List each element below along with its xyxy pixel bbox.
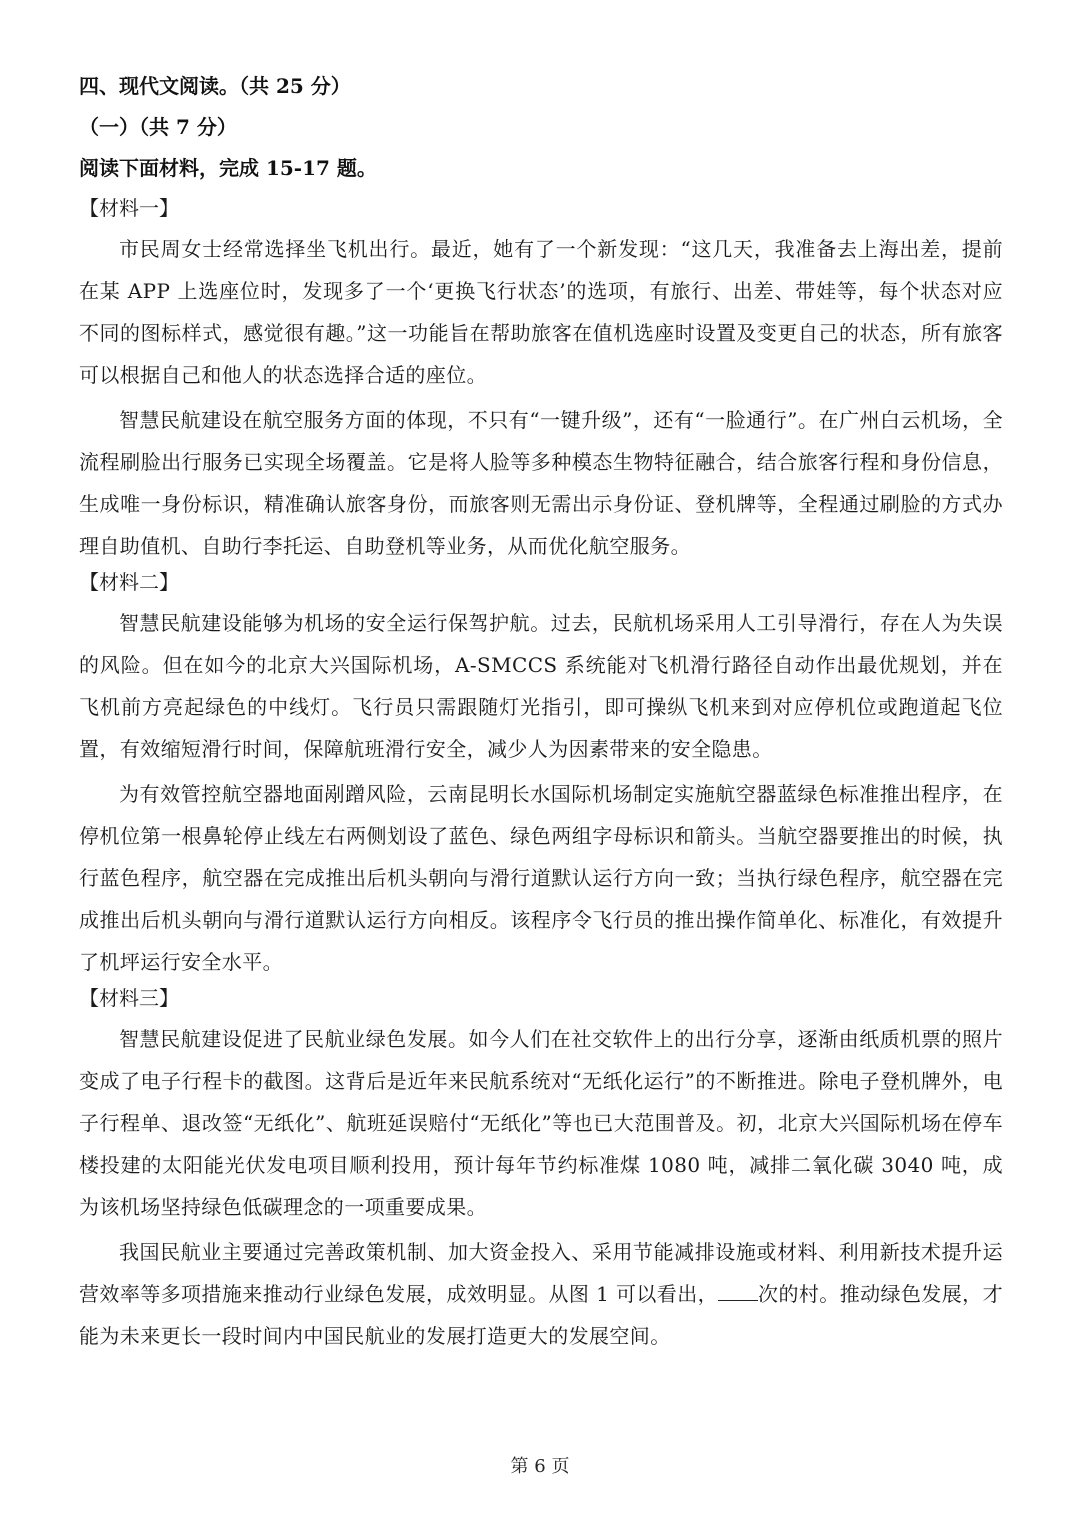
material-three-label: 【材料三】 xyxy=(79,986,179,1010)
material-one-paragraph-2: 智慧民航建设在航空服务方面的体现，不只有“一键升级”，还有“一脸通行”。在广州白云机场，全流程刷脸出行服务已实现全场覆盖。它是将人脸等多种模态生物特征融合，结合旅客行程和身份信息，生成唯一身份标识，精准确认旅客身份，而旅客则无需出示身份证、登机牌等，全程通过刷脸的方式办理自助值机、自助行李托运、自助登机等业务，从而优化航空服务。 xyxy=(79,408,1003,558)
paragraph-text-after-blank: 次的村。推动绿色发展，才能为未来更长一段时间内中国民航业的发展打造更大的发展空间。 xyxy=(79,1282,1003,1348)
material-three-paragraph-2 xyxy=(79,1231,1003,1357)
page-number: 第 6 页 xyxy=(510,1456,570,1477)
material-one-label: 【材料一】 xyxy=(79,196,179,220)
material-two-label: 【材料二】 xyxy=(79,570,179,594)
fill-in-blank xyxy=(718,1282,758,1301)
material-two-paragraph-1: 智慧民航建设能够为机场的安全运行保驾护航。过去，民航机场采用人工引导滑行，存在人为失误的风险。但在如今的北京大兴国际机场，A-SMCCS 系统能对飞机滑行路径自动作出最优规划，并在飞机前方亮起绿色的中线灯。飞行员只需跟随灯光指引，即可操纵飞机来到对应停机位或跑道起飞位置，有效缩短滑行时间，保障航班滑行安全，减少人为因素带来的安全隐患。 xyxy=(79,611,1003,761)
document-page xyxy=(79,74,1003,1360)
section-title: 四、现代文阅读。（共 25 分） xyxy=(79,74,351,98)
instruction-text: 阅读下面材料，完成 15-17 题。 xyxy=(79,156,377,180)
material-one-paragraph-1: 市民周女士经常选择坐飞机出行。最近，她有了一个新发现：“这几天，我准备去上海出差，提前在某 APP 上选座位时，发现多了一个‘更换飞行状态’的选项，有旅行、出差、带娃等，每个状态对应不同的图标样式，感觉很有趣。”这一功能旨在帮助旅客在值机选座时设置及变更自己的状态，所有旅客可以根据自己和他人的状态选择合适的座位。 xyxy=(79,237,1003,387)
paragraph-text-before-blank: 我国民航业主要通过完善政策机制、加大资金投入、采用节能减排设施或材料、利用新技术提升运营效率等多项措施来推动行业绿色发展，成效明显。从图 1 可以看出， xyxy=(79,1240,1003,1306)
material-two-paragraph-2: 为有效管控航空器地面剐蹭风险，云南昆明长水国际机场制定实施航空器蓝绿色标准推出程序，在停机位第一根鼻轮停止线左右两侧划设了蓝色、绿色两组字母标识和箭头。当航空器要推出的时候，执行蓝色程序，航空器在完成推出后机头朝向与滑行道默认运行方向一致；当执行绿色程序，航空器在完成推出后机头朝向与滑行道默认运行方向相反。该程序令飞行员的推出操作简单化、标准化，有效提升了机坪运行安全水平。 xyxy=(79,782,1003,974)
material-three-paragraph-1: 智慧民航建设促进了民航业绿色发展。如今人们在社交软件上的出行分享，逐渐由纸质机票的照片变成了电子行程卡的截图。这背后是近年来民航系统对“无纸化运行”的不断推进。除电子登机牌外，电子行程单、退改签“无纸化”、航班延误赔付“无纸化”等也已大范围普及。初，北京大兴国际机场在停车楼投建的太阳能光伏发电项目顺利投用，预计每年节约标准煤 1080 吨，减排二氧化碳 3040 吨，成为该机场坚持绿色低碳理念的一项重要成果。 xyxy=(79,1027,1003,1219)
subsection-title: （一）（共 7 分） xyxy=(79,115,237,139)
